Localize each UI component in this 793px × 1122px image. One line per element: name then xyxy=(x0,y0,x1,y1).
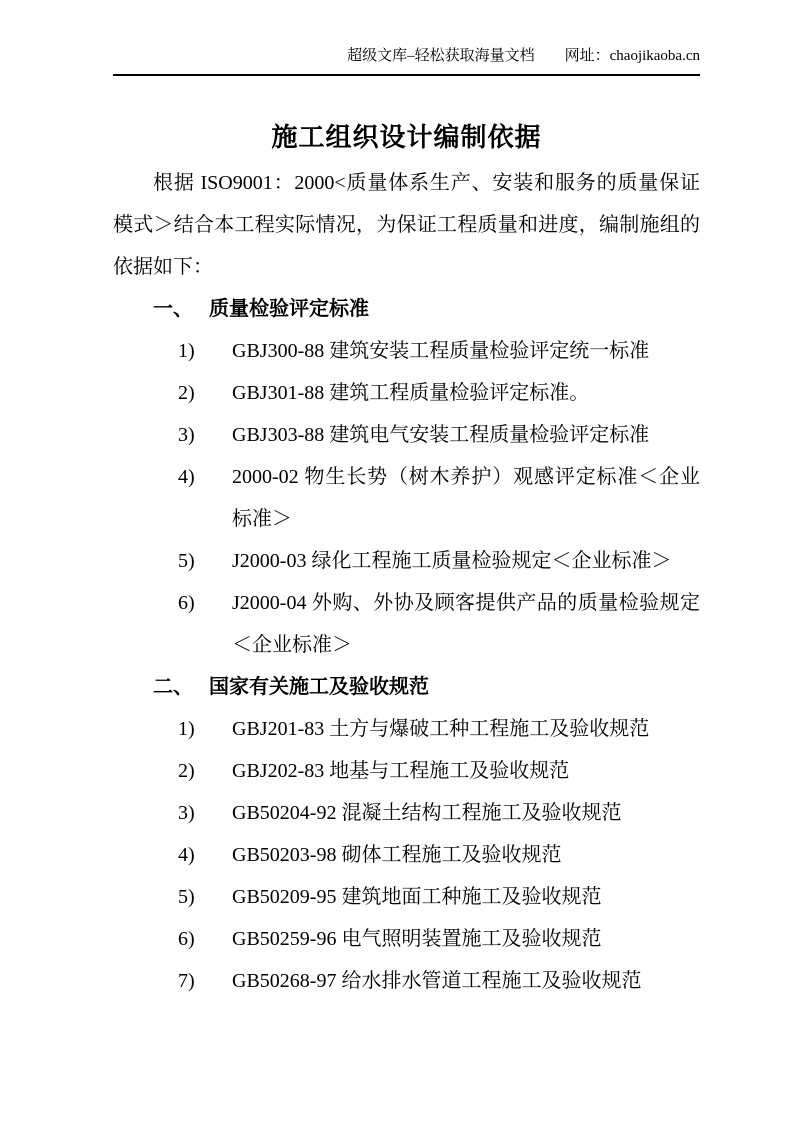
list-item xyxy=(113,876,700,918)
list-item xyxy=(113,582,700,666)
intro-paragraph: 根据 ISO9001：2000<质量体系生产、安装和服务的质量保证模式＞结合本工程实际情况，为保证工程质量和进度，编制施组的依据如下： xyxy=(113,172,700,278)
list-item xyxy=(113,834,700,876)
list-item xyxy=(113,414,700,456)
list-item-text: GBJ303-88 建筑电气安装工程质量检验评定标准 xyxy=(232,424,650,446)
list-item-number: 3) xyxy=(178,424,195,446)
list-item xyxy=(113,792,700,834)
section-1-marker: 一、 xyxy=(153,298,193,320)
list-item xyxy=(113,540,700,582)
list-item xyxy=(113,708,700,750)
list-item xyxy=(113,372,700,414)
list-item-text: GB50204-92 混凝土结构工程施工及验收规范 xyxy=(232,802,622,824)
list-item-number: 2) xyxy=(178,760,195,782)
list-item-text: GBJ202-83 地基与工程施工及验收规范 xyxy=(232,760,570,782)
list-item xyxy=(113,918,700,960)
header-site-text: 超级文库–轻松获取海量文档 xyxy=(347,48,535,64)
list-item-text: GB50209-95 建筑地面工种施工及验收规范 xyxy=(232,886,602,908)
list-item-text: GBJ201-83 土方与爆破工种工程施工及验收规范 xyxy=(232,718,650,740)
list-item-number: 7) xyxy=(178,970,195,992)
document-title: 施工组织设计编制依据 xyxy=(271,123,542,152)
list-item-number: 4) xyxy=(178,844,195,866)
section-1-heading xyxy=(113,288,700,330)
list-item xyxy=(113,456,700,540)
list-item-text: GBJ301-88 建筑工程质量检验评定标准。 xyxy=(232,382,590,404)
list-item-text: J2000-04 外购、外协及顾客提供产品的质量检验规定＜企业标准＞ xyxy=(232,592,700,656)
list-item-number: 5) xyxy=(178,550,195,572)
section-1-heading-text: 质量检验评定标准 xyxy=(209,298,369,320)
list-item-text: 2000-02 物生长势（树木养护）观感评定标准＜企业标准＞ xyxy=(232,466,700,530)
section-2-heading-text: 国家有关施工及验收规范 xyxy=(209,676,429,698)
header xyxy=(113,46,700,76)
list-item-number: 6) xyxy=(178,928,195,950)
section-2-heading xyxy=(113,666,700,708)
list-item xyxy=(113,750,700,792)
list-item-text: GB50259-96 电气照明装置施工及验收规范 xyxy=(232,928,602,950)
header-url-text: 网址：chaojikaoba.cn xyxy=(564,48,700,64)
section-2-marker: 二、 xyxy=(153,676,193,698)
list-item xyxy=(113,330,700,372)
list-item-text: GB50203-98 砌体工程施工及验收规范 xyxy=(232,844,562,866)
list-item-number: 3) xyxy=(178,802,195,824)
list-item-text: J2000-03 绿化工程施工质量检验规定＜企业标准＞ xyxy=(232,550,672,572)
list-item-text: GBJ300-88 建筑安装工程质量检验评定统一标准 xyxy=(232,340,650,362)
list-item-number: 4) xyxy=(178,466,195,488)
list-item-number: 1) xyxy=(178,718,195,740)
list-item-number: 5) xyxy=(178,886,195,908)
list-item-number: 2) xyxy=(178,382,195,404)
list-item-number: 6) xyxy=(178,592,195,614)
list-item-text: GB50268-97 给水排水管道工程施工及验收规范 xyxy=(232,970,642,992)
list-item xyxy=(113,960,700,1002)
list-item-number: 1) xyxy=(178,340,195,362)
